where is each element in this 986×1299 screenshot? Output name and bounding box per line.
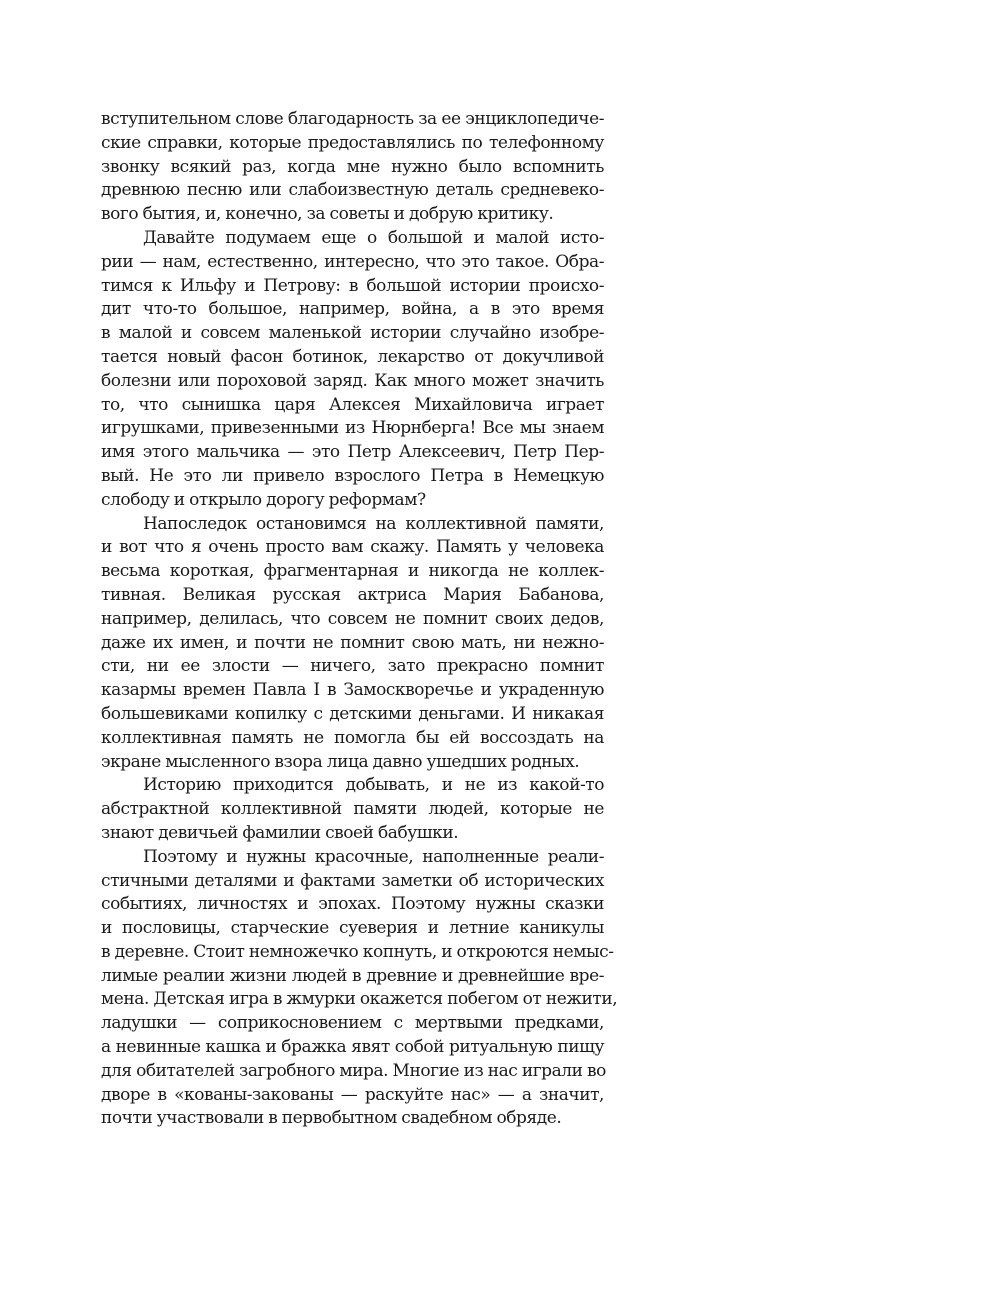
text-line: игрушками, привезенными из Нюрнберга! Все мы знаем — [101, 418, 604, 439]
text-line: даже их имен, и почти не помнит свою мать, ни нежно- — [101, 632, 604, 653]
text-line: Историю приходится добывать, и не из какой-то — [143, 775, 604, 796]
text-line: почти участвовали в первобытном свадебном обряде. — [101, 1108, 562, 1129]
text-line: сти, ни ее злости — ничего, зато прекрасно помнит — [101, 656, 604, 677]
text-line: Напоследок остановимся на коллективной памяти, — [143, 513, 604, 534]
text-line: экране мысленного взора лица давно ушедших родных. — [101, 751, 580, 772]
text-line: древнюю песню или слабоизвестную деталь средневеко- — [101, 180, 604, 201]
paragraph — [101, 513, 604, 775]
text-line: рии — нам, естественно, интересно, что это такое. Обра- — [101, 251, 604, 272]
text-line: болезни или пороховой заряд. Как много может значить — [101, 370, 604, 391]
text-line: ские справки, которые предоставлялись по телефонному — [101, 132, 604, 153]
text-line: стичными деталями и фактами заметки об исторических — [101, 870, 604, 891]
paragraph — [101, 227, 604, 513]
text-line: Поэтому и нужны красочные, наполненные реали- — [143, 846, 604, 867]
text-line: то, что сынишка царя Алексея Михайловича играет — [101, 394, 604, 415]
text-line: казармы времен Павла I в Замоскворечье и украденную — [101, 680, 604, 701]
text-line: тимся к Ильфу и Петрову: в большой истории происхо- — [101, 275, 604, 296]
text-line: большевиками копилку с детскими деньгами. И никакая — [101, 703, 604, 724]
text-line: для обитателей загробного мира. Многие из нас играли во — [101, 1060, 606, 1081]
text-line: дит что-то большое, например, война, а в это время — [101, 299, 604, 320]
body-text — [101, 108, 618, 1131]
text-line: весьма короткая, фрагментарная и никогда не коллек- — [101, 561, 604, 582]
text-line: например, делилась, что совсем не помнит своих дедов, — [101, 608, 604, 629]
text-line: мена. Детская игра в жмурки окажется побегом от нежити, — [101, 989, 618, 1010]
text-line: знают девичьей фамилии своей бабушки. — [101, 822, 459, 843]
text-line: а невинные кашка и бражка явят собой ритуальную пищу — [101, 1037, 604, 1058]
paragraph — [101, 108, 604, 227]
text-line: в деревне. Стоит немножечко копнуть, и откроются немыс- — [101, 941, 614, 962]
text-line: имя этого мальчика — это Петр Алексеевич, Петр Пер- — [101, 442, 604, 463]
text-line: вый. Не это ли привело взрослого Петра в Немецкую — [101, 465, 604, 486]
text-line: слободу и открыло дорогу реформам? — [101, 489, 426, 510]
text-line: Давайте подумаем еще о большой и малой исто- — [143, 227, 604, 248]
text-line: событиях, личностях и эпохах. Поэтому нужны сказки — [101, 894, 604, 915]
text-line: коллективная память не помогла бы ей воссоздать на — [101, 727, 604, 748]
text-line: вого бытия, и, конечно, за советы и добрую критику. — [101, 204, 554, 225]
text-line: в малой и совсем маленькой истории случайно изобре- — [101, 323, 604, 344]
text-line: абстрактной коллективной памяти людей, которые не — [101, 799, 604, 820]
text-line: тается новый фасон ботинок, лекарство от докучливой — [101, 346, 604, 367]
text-line: ладушки — соприкосновением с мертвыми предками, — [101, 1013, 604, 1034]
text-line: тивная. Великая русская актриса Мария Бабанова, — [101, 584, 604, 605]
text-line: дворе в «кованы-закованы — раскуйте нас» — а значит, — [101, 1084, 604, 1105]
text-line: лимые реалии жизни людей в древние и древнейшие вре- — [101, 965, 604, 986]
text-line: вступительном слове благодарность за ее энциклопедиче- — [101, 109, 604, 129]
paragraph — [101, 774, 604, 845]
paragraph — [101, 846, 618, 1132]
text-line: звонку всякий раз, когда мне нужно было вспомнить — [101, 156, 604, 177]
text-line: и вот что я очень просто вам скажу. Память у человека — [101, 537, 604, 558]
text-line: и пословицы, старческие суеверия и летние каникулы — [101, 918, 604, 939]
